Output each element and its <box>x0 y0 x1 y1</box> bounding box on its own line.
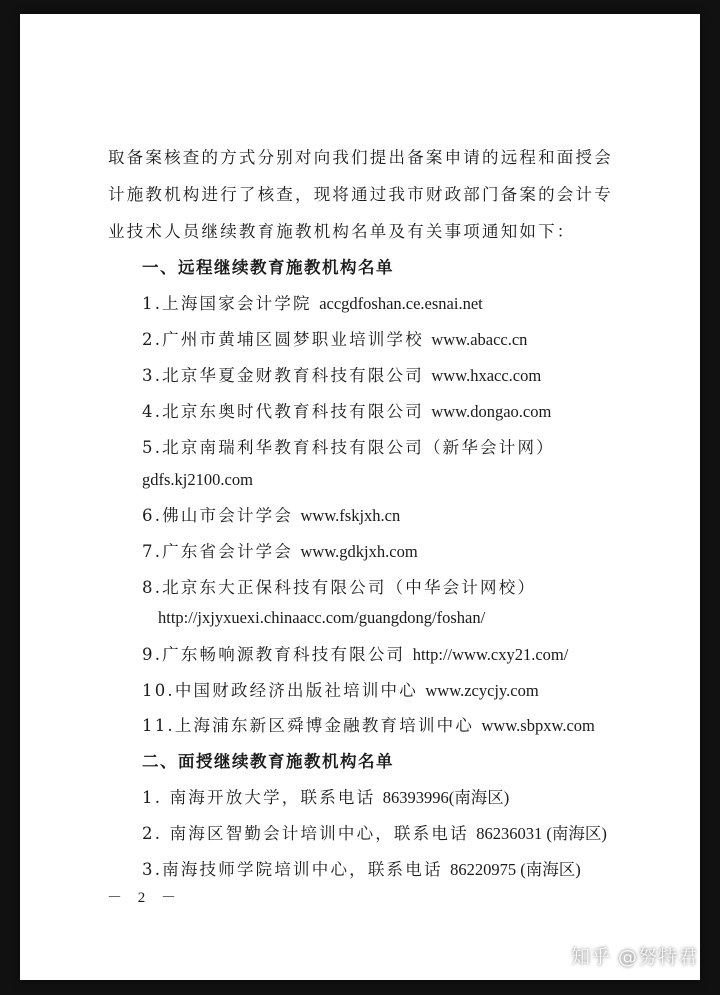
website-url: gdfs.kj2100.com <box>142 470 253 489</box>
list-item-continuation <box>158 608 485 628</box>
list-item: 3.南海技师学院培训中心，联系电话 86220975 (南海区) <box>142 860 581 879</box>
website-url: www.gdkjxh.com <box>300 542 418 561</box>
website-url: www.dongao.com <box>431 402 552 421</box>
document-page <box>20 14 700 980</box>
section-title-remote: 一、远程继续教育施教机构名单 <box>142 258 394 277</box>
list-item: 8.北京东大正保科技有限公司（中华会计网校） <box>142 578 537 597</box>
list-item: 10.中国财政经济出版社培训中心 www.zcycjy.com <box>142 681 539 700</box>
website-url: www.abacc.cn <box>431 330 528 349</box>
paragraph-line-3: 业技术人员继续教育施教机构名单及有关事项通知如下： <box>108 222 576 241</box>
phone-number: 86236031 (南海区) <box>476 824 607 843</box>
paragraph-line-1: 取备案核查的方式分别对向我们提出备案申请的远程和面授会 <box>108 148 613 167</box>
website-url: www.sbpxw.com <box>481 716 595 735</box>
page-number: － 2 － <box>107 890 183 906</box>
paragraph-line-2: 计施教机构进行了核查，现将通过我市财政部门备案的会计专 <box>108 185 613 204</box>
list-item: 2.广州市黄埔区圆梦职业培训学校 www.abacc.cn <box>142 330 528 349</box>
website-url: www.zcycjy.com <box>425 681 539 700</box>
website-url: www.hxacc.com <box>431 366 542 385</box>
list-item: 6.佛山市会计学会 www.fskjxh.cn <box>142 506 401 525</box>
section-title-inperson: 二、面授继续教育施教机构名单 <box>142 752 394 771</box>
website-url: http://jxjyxuexi.chinaacc.com/guangdong/foshan/ <box>158 608 486 627</box>
watermark: 知乎 @努特君 <box>570 946 698 968</box>
list-item: 7.广东省会计学会 www.gdkjxh.com <box>142 542 418 561</box>
list-item: 1.上海国家会计学院 accgdfoshan.ce.esnai.net <box>142 294 483 313</box>
website-url: http://www.cxy21.com/ <box>412 645 569 664</box>
list-item: 3.北京华夏金财教育科技有限公司 www.hxacc.com <box>142 366 542 385</box>
list-item: 2. 南海区智勤会计培训中心，联系电话 86236031 (南海区) <box>142 824 607 843</box>
list-item: 9.广东畅响源教育科技有限公司 http://www.cxy21.com/ <box>142 645 569 664</box>
list-item: 5.北京南瑞利华教育科技有限公司（新华会计网） <box>142 438 555 457</box>
website-url: accgdfoshan.ce.esnai.net <box>319 294 483 313</box>
list-item: 11.上海浦东新区舜博金融教育培训中心 www.sbpxw.com <box>142 716 595 735</box>
list-item-continuation <box>142 470 253 490</box>
list-item: 1. 南海开放大学，联系电话 86393996(南海区) <box>142 788 510 807</box>
phone-number: 86393996(南海区) <box>382 788 510 807</box>
phone-number: 86220975 (南海区) <box>450 860 581 879</box>
website-url: www.fskjxh.cn <box>300 506 401 525</box>
document-body <box>20 14 700 980</box>
list-item: 4.北京东奥时代教育科技有限公司 www.dongao.com <box>142 402 552 421</box>
